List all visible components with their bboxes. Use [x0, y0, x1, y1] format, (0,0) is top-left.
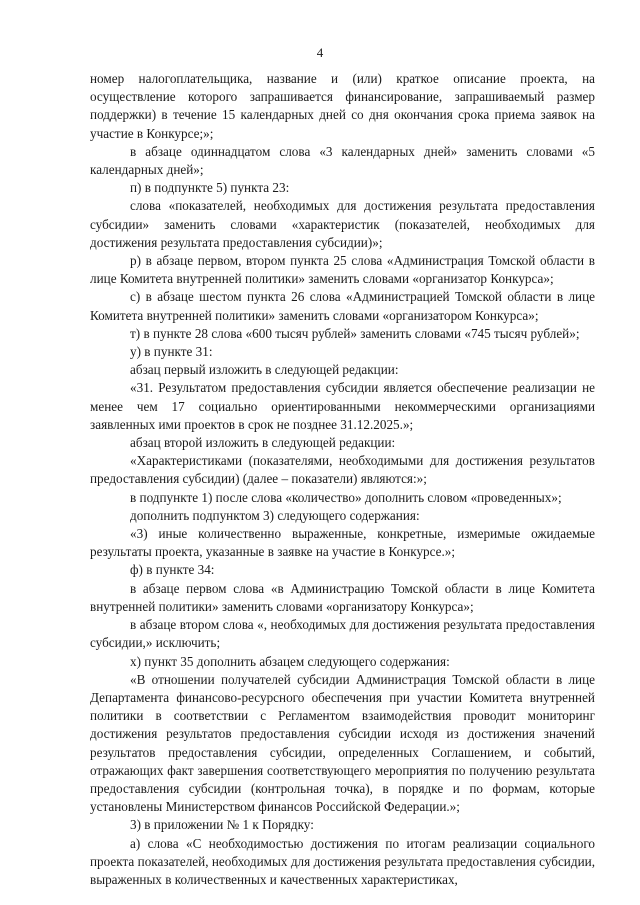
paragraph: а) слова «С необходимостью достижения по итогам реализации социального проекта показателей, необходимых для достижения результата предоставления субсидии, выраженных в количественных и качественных характеристиках,	[90, 835, 595, 887]
paragraph: р) в абзаце первом, втором пункта 25 слова «Администрация Томской области в лице Комитета внутренней политики» заменить словами «организатор Конкурса»;	[90, 253, 595, 287]
paragraph: т) в пункте 28 слова «600 тысяч рублей» заменить словами «745 тысяч рублей»;	[130, 325, 580, 341]
paragraph: «Характеристиками (показателями, необходимыми для достижения результатов предоставления субсидии) (далее – показатели) являются:»;	[90, 453, 595, 487]
paragraph: 3) в приложении № 1 к Порядку:	[130, 817, 314, 833]
paragraph: х) пункт 35 дополнить абзацем следующего содержания:	[130, 653, 450, 669]
paragraph: «3) иные количественно выраженные, конкретные, измеримые ожидаемые результаты проекта, указанные в заявке на участие в Конкурсе.»;	[90, 526, 595, 560]
paragraph: абзац второй изложить в следующей редакции:	[130, 435, 396, 451]
paragraph: номер налогоплательщика, название и (или) краткое описание проекта, на осуществление которого запрашивается финансирование, запрашиваемый размер поддержки) в течение 15 календарных дней со дня окончания срока приема заявок на участие в Конкурсе;»;	[90, 71, 595, 141]
paragraph: «В отношении получателей субсидии Администрация Томской области в лице Департамента финансово-ресурсного обеспечения при участии Комитета внутренней политики в соответствии с Регламентом взаимодействия проводит мониторинг достижения результатов предоставления субсидии исходя из достижения значений результатов предоставления субсидии, определенных Соглашением, и событий, отражающих факт завершения соответствующего мероприятия по получению результата предоставления субсидии (контрольная точка), в порядке и по формам, которые установлены Министерством финансов Российской Федерации.»;	[90, 671, 595, 815]
paragraph: ф) в пункте 34:	[130, 562, 215, 578]
paragraph: дополнить подпунктом 3) следующего содержания:	[130, 507, 420, 523]
paragraph: слова «показателей, необходимых для достижения результата предоставления субсидии» заменить словами «характеристик (показателей, необходимых для достижения результата предоставления субсидии)»;	[90, 198, 595, 250]
paragraph: в абзаце одиннадцатом слова «3 календарных дней» заменить словами «5 календарных дней»;	[90, 143, 595, 178]
paragraph: абзац первый изложить в следующей редакции:	[130, 362, 399, 378]
paragraph: в подпункте 1) после слова «количество» дополнить словом «проведенных»;	[130, 489, 562, 505]
paragraph: в абзаце первом слова «в Администрацию Томской области в лице Комитета внутренней политики» заменить словами «организатору Конкурса»;	[90, 580, 595, 614]
document-body	[90, 70, 595, 889]
paragraph: у) в пункте 31:	[130, 344, 213, 360]
page-number: 4	[316, 45, 324, 60]
paragraph: в абзаце втором слова «, необходимых для достижения результата предоставления субсидии,» исключить;	[90, 617, 595, 651]
paragraph: п) в подпункте 5) пункта 23:	[130, 180, 290, 196]
paragraph: с) в абзаце шестом пункта 26 слова «Администрацией Томской области в лице Комитета внутренней политики» заменить словами «организатором Конкурса»;	[90, 289, 595, 323]
paragraph: «31. Результатом предоставления субсидии является обеспечение реализации не менее чем 17 социально ориентированными некоммерческими организациями заявленных ими проектов в срок не позднее 31.12.2025.»;	[90, 380, 595, 432]
